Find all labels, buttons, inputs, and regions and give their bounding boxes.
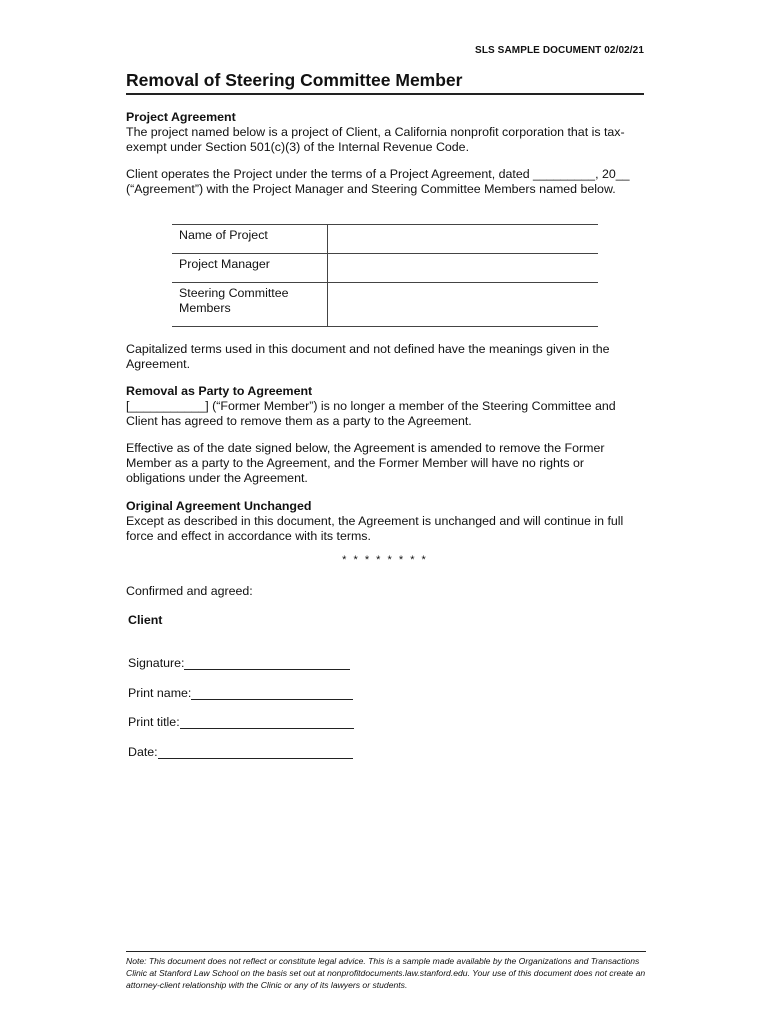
- table-value-steering-committee-members[interactable]: [328, 283, 599, 327]
- table-row: [172, 283, 598, 327]
- print-name-row: [128, 686, 353, 700]
- project-agreement-paragraph-2: Client operates the Project under the terms of a Project Agreement, dated _________, 20__ (“Agreement”) with the Project Manager and Steering Committee Members named below.: [126, 167, 630, 196]
- table-row: [172, 225, 598, 254]
- signature-label: Signature:: [128, 656, 185, 670]
- signature-line[interactable]: [184, 656, 350, 670]
- date-row: [128, 745, 353, 759]
- unchanged-section: [126, 499, 641, 544]
- section-separator: * * * * * * * *: [342, 554, 428, 566]
- signature-party-name: Client: [128, 613, 163, 627]
- project-agreement-paragraph-1: The project named below is a project of Client, a California nonprofit corporation that is tax-exempt under Section 501(c)(3) of the Internal Revenue Code.: [126, 125, 625, 154]
- document-title: Removal of Steering Committee Member: [126, 70, 644, 95]
- capitalized-terms-paragraph: Capitalized terms used in this document and not defined have the meanings given in the Agreement.: [126, 342, 610, 371]
- print-name-line[interactable]: [191, 686, 353, 700]
- unchanged-heading: Original Agreement Unchanged: [126, 499, 312, 513]
- removal-paragraph-2: Effective as of the date signed below, the Agreement is amended to remove the Former Member as a party to the Agreement, and the Former Member will have no rights or obligations under the Agreement.: [126, 441, 605, 485]
- table-value-name-of-project[interactable]: [328, 225, 599, 254]
- print-name-label: Print name:: [128, 686, 192, 700]
- date-label: Date:: [128, 745, 158, 759]
- print-title-label: Print title:: [128, 715, 180, 729]
- project-agreement-heading: Project Agreement: [126, 110, 236, 124]
- table-label-steering-committee-members: Steering Committee Members: [172, 283, 328, 327]
- print-title-row: [128, 715, 354, 729]
- removal-heading: Removal as Party to Agreement: [126, 384, 313, 398]
- print-title-line[interactable]: [180, 715, 354, 729]
- unchanged-paragraph: Except as described in this document, the Agreement is unchanged and will continue in full force and effect in accordance with its terms.: [126, 514, 624, 543]
- removal-paragraph-1: [___________] (“Former Member”) is no longer a member of the Steering Committee and Client has agreed to remove them as a party to the Agreement.: [126, 399, 616, 428]
- sample-document-tag: SLS SAMPLE DOCUMENT 02/02/21: [475, 45, 644, 56]
- removal-section: [126, 384, 641, 429]
- legal-footnote: Note: This document does not reflect or constitute legal advice. This is a sample made available by the Organizations and Transactions Clinic at Stanford Law School on the basis set out at nonprofitdocuments.law.stanford.edu. Your use of this document does not create an attorney-client relationship with the Clinic or any of its lawyers or students.: [126, 951, 646, 991]
- table-label-name-of-project: Name of Project: [172, 225, 328, 254]
- project-agreement-section: [126, 110, 641, 155]
- date-line[interactable]: [158, 745, 353, 759]
- table-row: [172, 254, 598, 283]
- table-value-project-manager[interactable]: [328, 254, 599, 283]
- table-label-project-manager: Project Manager: [172, 254, 328, 283]
- confirmed-agreed-text: Confirmed and agreed:: [126, 584, 253, 598]
- project-info-table: [172, 224, 598, 327]
- signature-row: [128, 656, 350, 670]
